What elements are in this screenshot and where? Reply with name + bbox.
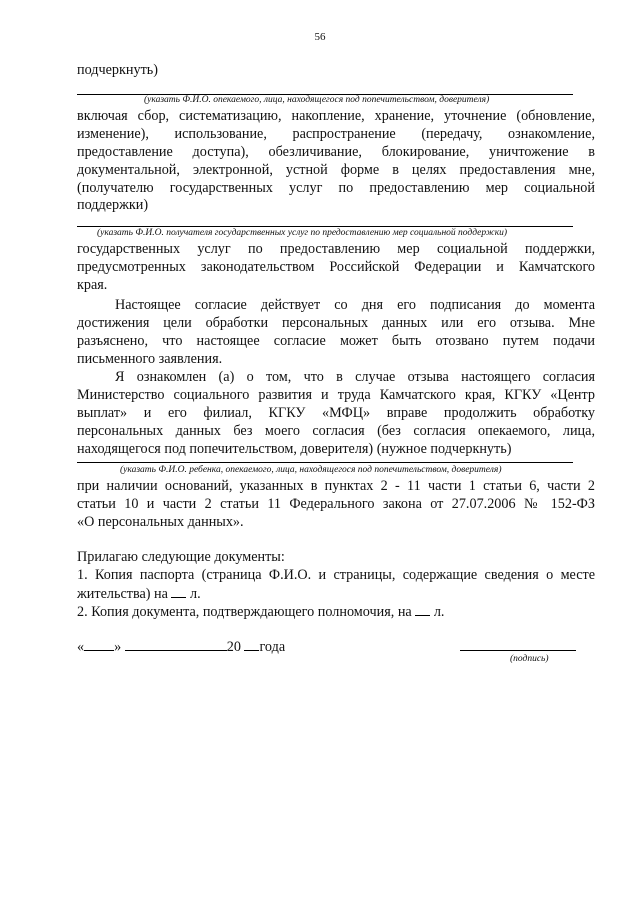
text-line: находящегося под попечительством, доверителя) (нужное подчеркнуть) <box>77 441 512 457</box>
date-line <box>77 637 285 656</box>
close-quote: » <box>114 639 122 655</box>
text-line: включая сбор, систематизацию, накопление, хранение, уточнение (обновление, <box>77 108 595 124</box>
text-line: достижения цели обработки персональных данных или его отзыва. Мне <box>77 315 595 331</box>
text-line: Настоящее согласие действует со дня его подписания до момента <box>115 297 595 313</box>
text-line: края. <box>77 277 108 293</box>
text-line: «О персональных данных». <box>77 514 244 530</box>
text-line: изменение), использование, распространение (передачу, ознакомление, <box>77 126 595 142</box>
attachment-text: жительства) на <box>77 586 168 602</box>
text-line: 1. Копия паспорта (страница Ф.И.О. и страницы, содержащие сведения о месте <box>77 567 595 583</box>
field-hint: (указать Ф.И.О. получателя государственных услуг по предоставлению мер социальной поддержки) <box>97 228 508 238</box>
text-line: поддержки) <box>77 197 149 213</box>
open-quote: « <box>77 639 85 655</box>
text-line: статьи 10 и части 2 статьи 11 Федерального закона от 27.07.2006 № 152-ФЗ <box>77 496 595 512</box>
field-hint: (указать Ф.И.О. ребенка, опекаемого, лица, находящегося под попечительством, доверителя) <box>120 465 502 475</box>
fill-line <box>77 462 573 463</box>
year-prefix: 20 <box>226 639 241 655</box>
year-field[interactable] <box>244 637 259 651</box>
sheet-unit: л. <box>433 604 445 620</box>
sheet-unit: л. <box>190 586 201 602</box>
text-line: (получателю государственных услуг по предоставлению мер социальной <box>77 180 595 196</box>
month-field[interactable] <box>125 637 227 651</box>
day-field[interactable] <box>84 637 114 651</box>
signature-field[interactable] <box>460 650 576 651</box>
text-line: предоставление доступа), обезличивание, блокирование, уничтожение в <box>77 144 595 160</box>
fill-line <box>77 226 573 227</box>
attachment-line <box>77 584 595 603</box>
text-line: Министерство социального развития и труда Камчатского края, КГКУ «Центр <box>77 387 595 403</box>
text-line: предусмотренных законодательством Российской Федерации и Камчатского <box>77 259 595 275</box>
text-line: разъяснено, что настоящее согласие может быть отозвано путем подачи <box>77 333 595 349</box>
text-line: персональных данных без моего согласия (без согласия опекаемого, лица, <box>77 423 595 439</box>
text-line: Я ознакомлен (а) о том, что в случае отзыва настоящего согласия <box>115 369 595 385</box>
text-line: документальной, электронной, устной форме в целях предоставления мне, <box>77 162 595 178</box>
page-number: 56 <box>314 31 326 43</box>
signature-hint: (подпись) <box>510 654 549 664</box>
sheet-count-field[interactable] <box>415 602 430 616</box>
field-hint: (указать Ф.И.О. опекаемого, лица, находящегося под попечительством, доверителя) <box>144 95 490 105</box>
attachment-line <box>77 602 595 621</box>
sheet-count-field[interactable] <box>171 584 186 598</box>
text-line: письменного заявления. <box>77 351 223 367</box>
text-line: государственных услуг по предоставлению мер социальной поддержки, <box>77 241 595 257</box>
attachment-text: 2. Копия документа, подтверждающего полномочия, на <box>77 604 412 620</box>
text-line: выплат» и его филиал, КГКУ «МФЦ» вправе продолжить обработку <box>77 405 595 421</box>
text-line: подчеркнуть) <box>77 62 158 78</box>
text-line: Прилагаю следующие документы: <box>77 549 285 565</box>
text-line: при наличии оснований, указанных в пунктах 2 - 11 части 1 статьи 6, части 2 <box>77 478 595 494</box>
year-suffix: года <box>259 639 286 655</box>
